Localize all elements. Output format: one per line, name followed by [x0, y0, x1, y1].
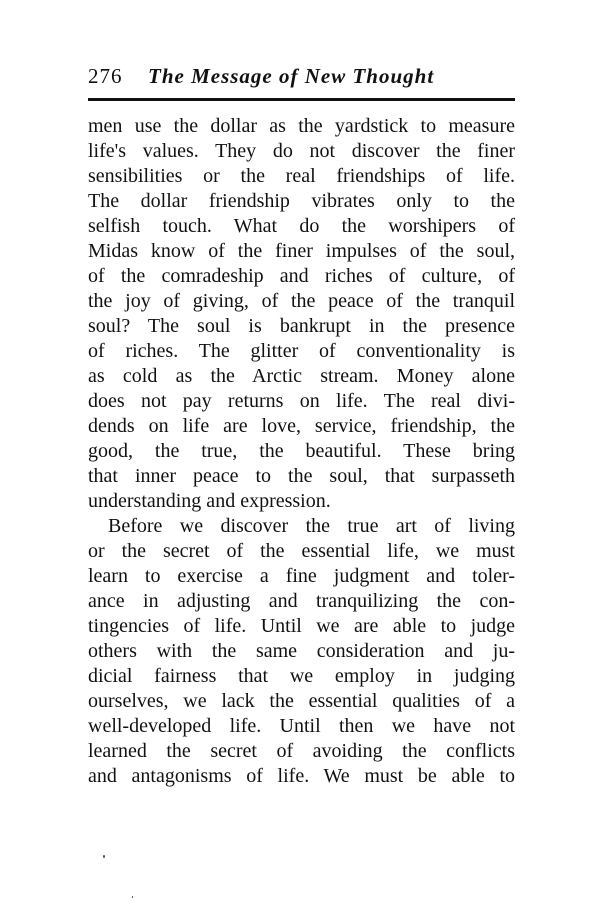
text-line: as cold as the Arctic stream. Money alone	[88, 365, 515, 387]
text-line: the joy of giving, of the peace of the tranquil	[88, 290, 515, 312]
text-line: Before we discover the true art of living	[108, 515, 515, 537]
text-line: of the comradeship and riches of culture, of	[88, 265, 515, 287]
text-line: selfish touch. What do the worshipers of	[88, 215, 515, 237]
running-title: The Message of New Thought	[148, 64, 435, 88]
paragraph-2	[88, 514, 515, 789]
scan-speck	[103, 855, 105, 858]
scan-speck	[132, 896, 133, 898]
text-line: and antagonisms of life. We must be able to	[88, 765, 515, 787]
header-rule	[88, 98, 515, 101]
text-line: life's values. They do not discover the finer	[88, 140, 515, 162]
text-line: ourselves, we lack the essential qualities of a	[88, 690, 515, 712]
text-line: does not pay returns on life. The real divi-	[88, 390, 515, 412]
text-line: sensibilities or the real friendships of life.	[88, 165, 515, 187]
text-line: dends on life are love, service, friendship, the	[88, 415, 515, 437]
paragraph-1	[88, 114, 515, 514]
text-line: good, the true, the beautiful. These bring	[88, 440, 515, 462]
text-line: Midas know of the finer impulses of the soul,	[88, 240, 515, 262]
text-line: of riches. The glitter of conventionality is	[88, 340, 515, 362]
page-number: 276	[88, 64, 123, 88]
text-line: understanding and expression.	[88, 490, 331, 512]
text-line: learned the secret of avoiding the conflicts	[88, 740, 515, 762]
body-text	[88, 114, 515, 789]
text-line: or the secret of the essential life, we must	[88, 540, 515, 562]
text-line: The dollar friendship vibrates only to the	[88, 190, 515, 212]
text-line: well-developed life. Until then we have not	[88, 715, 515, 737]
text-line: soul? The soul is bankrupt in the presence	[88, 315, 515, 337]
text-line: learn to exercise a fine judgment and toler-	[88, 565, 515, 587]
text-line: that inner peace to the soul, that surpasseth	[88, 465, 515, 487]
text-line: men use the dollar as the yardstick to measure	[88, 115, 515, 137]
text-line: dicial fairness that we employ in judging	[88, 665, 515, 687]
running-head	[88, 64, 515, 94]
text-line: others with the same consideration and ju-	[88, 640, 515, 662]
text-line: tingencies of life. Until we are able to judge	[88, 615, 515, 637]
text-line: ance in adjusting and tranquilizing the con-	[88, 590, 515, 612]
